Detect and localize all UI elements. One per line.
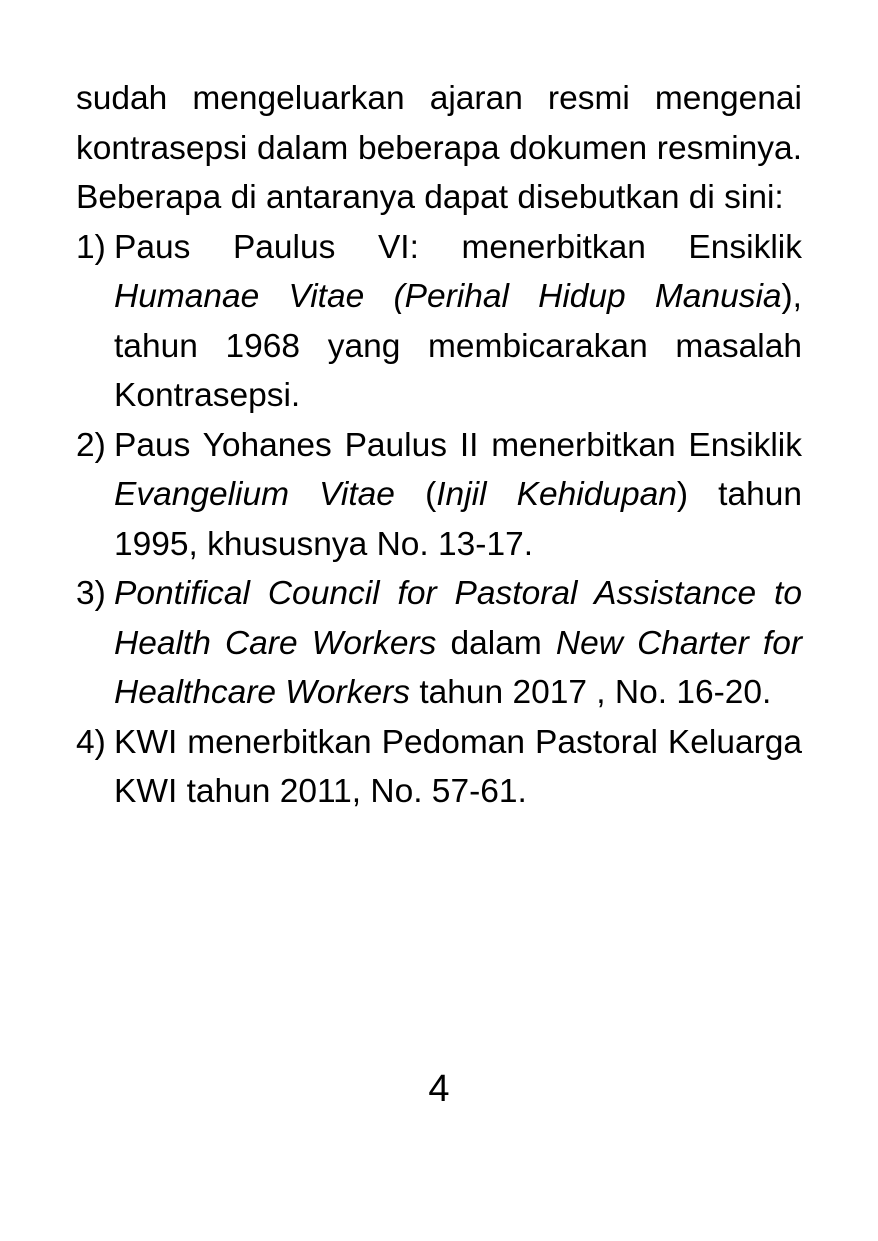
list-item-text-segment: Paus Yohanes Paulus II menerbitkan Ensiklik bbox=[114, 426, 802, 464]
list-item-title-italic: Injil Kehidupan bbox=[436, 476, 677, 513]
page-number: 4 bbox=[428, 1068, 450, 1110]
list-item bbox=[76, 569, 802, 718]
list-item-text-segment: ) tahun 1995, khususnya No. 13-17. bbox=[114, 476, 803, 563]
list-item-text-segment: tahun 2017 , No. 16-20. bbox=[410, 674, 772, 711]
list-item-title-italic: Pontifical Council for Pastoral Assistance to Health Care Workers bbox=[114, 575, 802, 662]
list-item-text-segment: ), tahun 1968 yang membicarakan masalah Kontrasepsi. bbox=[114, 278, 802, 414]
list-item-text-segment: ( bbox=[394, 476, 437, 513]
list-item-number: 2) bbox=[76, 426, 106, 464]
intro-paragraph: sudah mengeluarkan ajaran resmi mengenai kontrasepsi dalam beberapa dokumen resminya. Beberapa di antaranya dapat disebutkan di sini: bbox=[76, 80, 802, 216]
list-item-text-segment: Paus Paulus VI: menerbitkan Ensiklik bbox=[114, 228, 802, 266]
list-item-number: 1) bbox=[76, 228, 106, 266]
list-item-title-italic: Humanae Vitae (Perihal Hidup Manusia bbox=[114, 278, 782, 315]
list-item-text-segment: dalam bbox=[436, 624, 556, 662]
page-body bbox=[76, 74, 802, 817]
list-item bbox=[76, 421, 802, 570]
list-item-title-italic: New Charter for Healthcare Workers bbox=[114, 624, 802, 711]
list-item-title-italic: Evangelium Vitae bbox=[114, 476, 395, 513]
list-item-number: 4) bbox=[76, 723, 106, 761]
list-item-number: 3) bbox=[76, 575, 106, 612]
list-item bbox=[76, 718, 802, 817]
list-item-text-segment: KWI menerbitkan Pedoman Pastoral Keluarga KWI tahun 2011, No. 57-61. bbox=[114, 723, 802, 810]
list-item bbox=[76, 223, 802, 421]
